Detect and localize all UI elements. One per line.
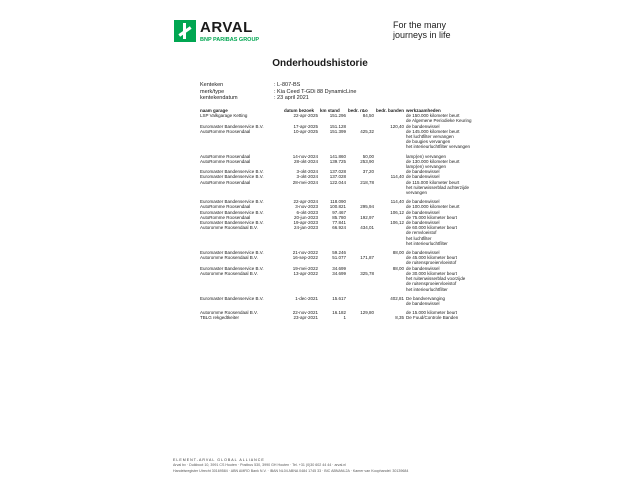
cell-work: de bandenwissel: [406, 123, 440, 129]
cell-repair: 50,00: [362, 153, 374, 159]
cell-km: 59.246: [332, 250, 346, 256]
cell-garage: Euromaster Bandenservice B.V.: [200, 174, 264, 180]
cell-garage: AutoRomme Roosendaal: [200, 214, 251, 220]
page-title: Onderhoudshistorie: [272, 58, 368, 69]
cell-garage: Autoromme Roosendaal B.V.: [200, 270, 258, 276]
cell-date: 14-nov-2024: [292, 153, 318, 159]
header-date: datum bezoek: [284, 108, 315, 113]
cell-tires: 8,35: [395, 315, 405, 321]
cell-work: de 60.000 kilometer beurt: [406, 225, 458, 231]
cell-garage: LSP Valkgarage Ketting: [200, 113, 248, 119]
cell-garage: AutoRomme Roosendaal: [200, 128, 251, 134]
cell-work: de bandenwissel: [406, 265, 440, 271]
cell-work: lamp(en) vervangen: [406, 164, 447, 170]
cell-km: 15.617: [332, 295, 346, 301]
cell-date: 28-mei-2024: [292, 179, 318, 185]
footer-line2: Arval bv · Duikboot 10, 3991 CS Houten · Postbus 530, 3990 GH Houten · Tel. +31 (0)30 602 44 44 · arval.nl: [173, 463, 347, 468]
cell-date: 6-okt-2023: [296, 209, 318, 215]
cell-repair: 171,87: [360, 255, 374, 261]
cell-km: 34.699: [332, 270, 346, 276]
cell-km: 139.725: [329, 158, 346, 164]
cell-date: 20-jun-2023: [293, 214, 318, 220]
info-value: : Kia Ceed T-GDi 88 DynamicLine: [274, 88, 357, 95]
cell-garage: TBLG rekgedtkeiter: [200, 315, 240, 321]
cell-km: 16.182: [332, 310, 346, 316]
cell-repair: 192,97: [360, 214, 374, 220]
tagline-line2: journeys in life: [393, 30, 451, 40]
cell-repair: 253,90: [360, 158, 374, 164]
cell-work: vervangen: [406, 190, 428, 196]
cell-km: 137.028: [329, 169, 346, 175]
cell-km: 151.128: [329, 123, 346, 129]
cell-date: 22-apr-2024: [293, 199, 318, 205]
footer-line3: Handelsregister Utrecht 30169584 · ABN AMRO Bank N.V. · IBAN NL04 ABNA 0484 1745 33 · BIC ABNANL2A · Kamer van Koophandel: 30139684: [173, 468, 409, 473]
cell-repair: 218,78: [360, 179, 374, 185]
cell-km: 151.296: [329, 113, 346, 119]
cell-garage: AutoRomme Roosendaal: [200, 204, 251, 210]
cell-tires: 106,12: [390, 220, 405, 226]
cell-repair: 84,50: [362, 113, 374, 119]
cell-garage: Euromaster Bandenservice B.V.: [200, 209, 264, 215]
cell-work: de 145.000 kilometer beurt: [406, 128, 460, 134]
cell-date: 24-jan-2023: [293, 225, 318, 231]
cell-repair: 295,94: [360, 204, 374, 210]
cell-garage: Euromaster Bandenservice B.V.: [200, 295, 264, 301]
cell-work: het interieurluchtfilter vervangen: [406, 144, 471, 150]
cell-work: de 115.000 kilometer beurt: [406, 179, 460, 185]
cell-garage: AutoRomme Roosendaal: [200, 153, 251, 159]
cell-km: 100.821: [329, 204, 346, 210]
cell-garage: Euromaster Bandenservice B.V.: [200, 220, 264, 226]
cell-work: het interieurluchtfilter: [406, 240, 448, 246]
cell-tires: 106,12: [390, 209, 405, 215]
cell-work: de bandenwissel: [406, 199, 440, 205]
cell-date: 23-apr-2021: [293, 315, 318, 321]
cell-date: 28-okt-2024: [293, 158, 318, 164]
cell-date: 21-nov-2022: [292, 250, 318, 256]
cell-garage: AutoRomme Roosendaal: [200, 158, 251, 164]
cell-km: 85.780: [332, 214, 346, 220]
info-value: : L-807-BS: [274, 82, 301, 88]
cell-work: het ruitenwisserblad voorzijde: [406, 276, 466, 282]
cell-garage: Euromaster Bandenservice B.V.: [200, 169, 264, 175]
cell-km: 118.090: [330, 199, 346, 205]
cell-km: 141.860: [329, 153, 346, 159]
cell-work: de 30.000 kilometer beurt: [406, 270, 458, 276]
cell-work: het interieurluchtfilter: [406, 286, 448, 292]
cell-work: De bandvervanging: [406, 295, 446, 301]
cell-repair: [348, 315, 376, 320]
cell-work: de 75.000 kilometer beurt: [406, 214, 458, 220]
cell-work: de ruitensproeiervloeistof: [406, 281, 457, 287]
page-footer: [173, 458, 408, 474]
table-row: [200, 315, 498, 320]
cell-km: 51.077: [332, 255, 346, 261]
arval-logo: [174, 20, 259, 42]
cell-work: de 130.000 kilometer beurt: [406, 158, 460, 164]
cell-date: 22-apr-2025: [293, 113, 318, 119]
brand-tagline: [393, 20, 493, 40]
header-garage: naam garage: [200, 108, 228, 113]
cell-tires: 88,00: [392, 265, 405, 271]
arval-logo-icon: [174, 20, 196, 42]
cell-work: de bandenwissel: [406, 209, 440, 215]
cell-work: de 150.000 kilometer beurt: [406, 113, 460, 119]
cell-km: 151.399: [329, 128, 346, 134]
cell-repair: 325,78: [360, 270, 374, 276]
brand-sub: BNP PARIBAS GROUP: [200, 37, 260, 43]
cell-date: 3-okt-2024: [296, 169, 318, 175]
cell-date: 16-sep-2022: [292, 255, 318, 261]
cell-work: de bandenwissel: [406, 174, 440, 180]
vehicle-info: [200, 82, 356, 102]
vehicle-info-row: [200, 95, 356, 102]
header-km: km stand: [320, 108, 340, 113]
cell-work: de Algemene Periodieke Keuring: [406, 118, 472, 124]
cell-km: 34.699: [332, 265, 346, 271]
cell-work: het luchtfilter vervangen: [406, 134, 454, 140]
cell-work: de bandenwissel: [406, 300, 440, 306]
cell-work: de bougies vervangen: [406, 139, 451, 145]
cell-garage: AutoRomme Roosendaal: [200, 179, 251, 185]
cell-repair: 129,80: [360, 310, 374, 316]
cell-tires: 402,81: [390, 295, 405, 301]
maintenance-history-table: [200, 108, 498, 321]
cell-date: 17-apr-2025: [293, 123, 318, 129]
header-repair: bedr. r&o: [348, 108, 368, 113]
cell-work: het ruitenwisserblad achterzijde: [406, 184, 470, 190]
info-label: Kenteken: [200, 82, 224, 88]
info-label: merk/type: [200, 88, 225, 95]
cell-work: De Fuud/Controle Banden: [406, 315, 459, 321]
cell-km: 66.924: [332, 225, 346, 231]
info-label: kentekendatum: [200, 95, 238, 101]
cell-repair: 434,01: [360, 225, 374, 231]
cell-garage: Euromaster Bandenservice B.V.: [200, 199, 264, 205]
cell-date: 10-apr-2025: [293, 128, 318, 134]
cell-work: de 45.000 kilometer beurt: [406, 255, 458, 261]
cell-garage: Euromaster Bandenservice B.V.: [200, 265, 264, 271]
cell-km: 1: [343, 315, 346, 321]
cell-work: het luchtfilter: [406, 235, 432, 241]
cell-garage: Euromaster Bandenservice B.V.: [200, 250, 264, 256]
header-work: werkzaamheden: [406, 108, 441, 113]
cell-garage: Autoromme Roosendaal B.V.: [200, 310, 258, 316]
info-value: : 23 april 2021: [274, 95, 309, 101]
cell-date: 19-apr-2023: [293, 220, 318, 226]
cell-work: de remvloeistof: [406, 230, 437, 236]
cell-date: 22-nov-2021: [292, 310, 318, 316]
cell-km: 97.467: [332, 209, 346, 215]
cell-work: lamp(en) vervangen: [406, 153, 447, 159]
cell-work: de bandenwissel: [406, 250, 440, 256]
cell-km: 122.044: [329, 179, 346, 185]
cell-work: de bandenwissel: [406, 169, 440, 175]
cell-date: 3-nov-2023: [295, 204, 318, 210]
cell-garage: Euromaster Bandenservice B.V.: [200, 123, 264, 129]
cell-repair: 37,20: [362, 169, 374, 175]
cell-date: 3-okt-2024: [296, 174, 318, 180]
cell-tires: 88,00: [392, 250, 405, 256]
cell-garage: Autoromme Roosendaal B.V.: [200, 255, 258, 261]
cell-date: 19-mei-2022: [292, 265, 318, 271]
cell-date: 13-apr-2022: [293, 270, 318, 276]
cell-tires: 120,40: [390, 123, 405, 129]
table-body: [200, 113, 498, 320]
header-tires: bedr. banden: [376, 108, 405, 113]
cell-tires: 114,40: [390, 174, 405, 180]
cell-km: 137.028: [329, 174, 346, 180]
cell-garage: Autoromme Roosendaal B.V.: [200, 225, 258, 231]
brand-name: ARVAL: [200, 19, 253, 36]
cell-work: de bandenwissel: [406, 220, 440, 226]
cell-work: de ruitensproeiervloeistof: [406, 260, 457, 266]
cell-work: de 100.000 kilometer beurt: [406, 204, 460, 210]
cell-date: 1-dec-2021: [295, 295, 318, 301]
cell-km: 77.841: [332, 220, 346, 226]
cell-tires: 114,40: [390, 199, 405, 205]
footer-line1: ELEMENT-ARVAL GLOBAL ALLIANCE: [173, 458, 265, 462]
tagline-line1: For the many: [393, 20, 447, 30]
cell-repair: 425,32: [360, 128, 374, 134]
cell-work: de 15.000 kilometer beurt: [406, 310, 458, 316]
